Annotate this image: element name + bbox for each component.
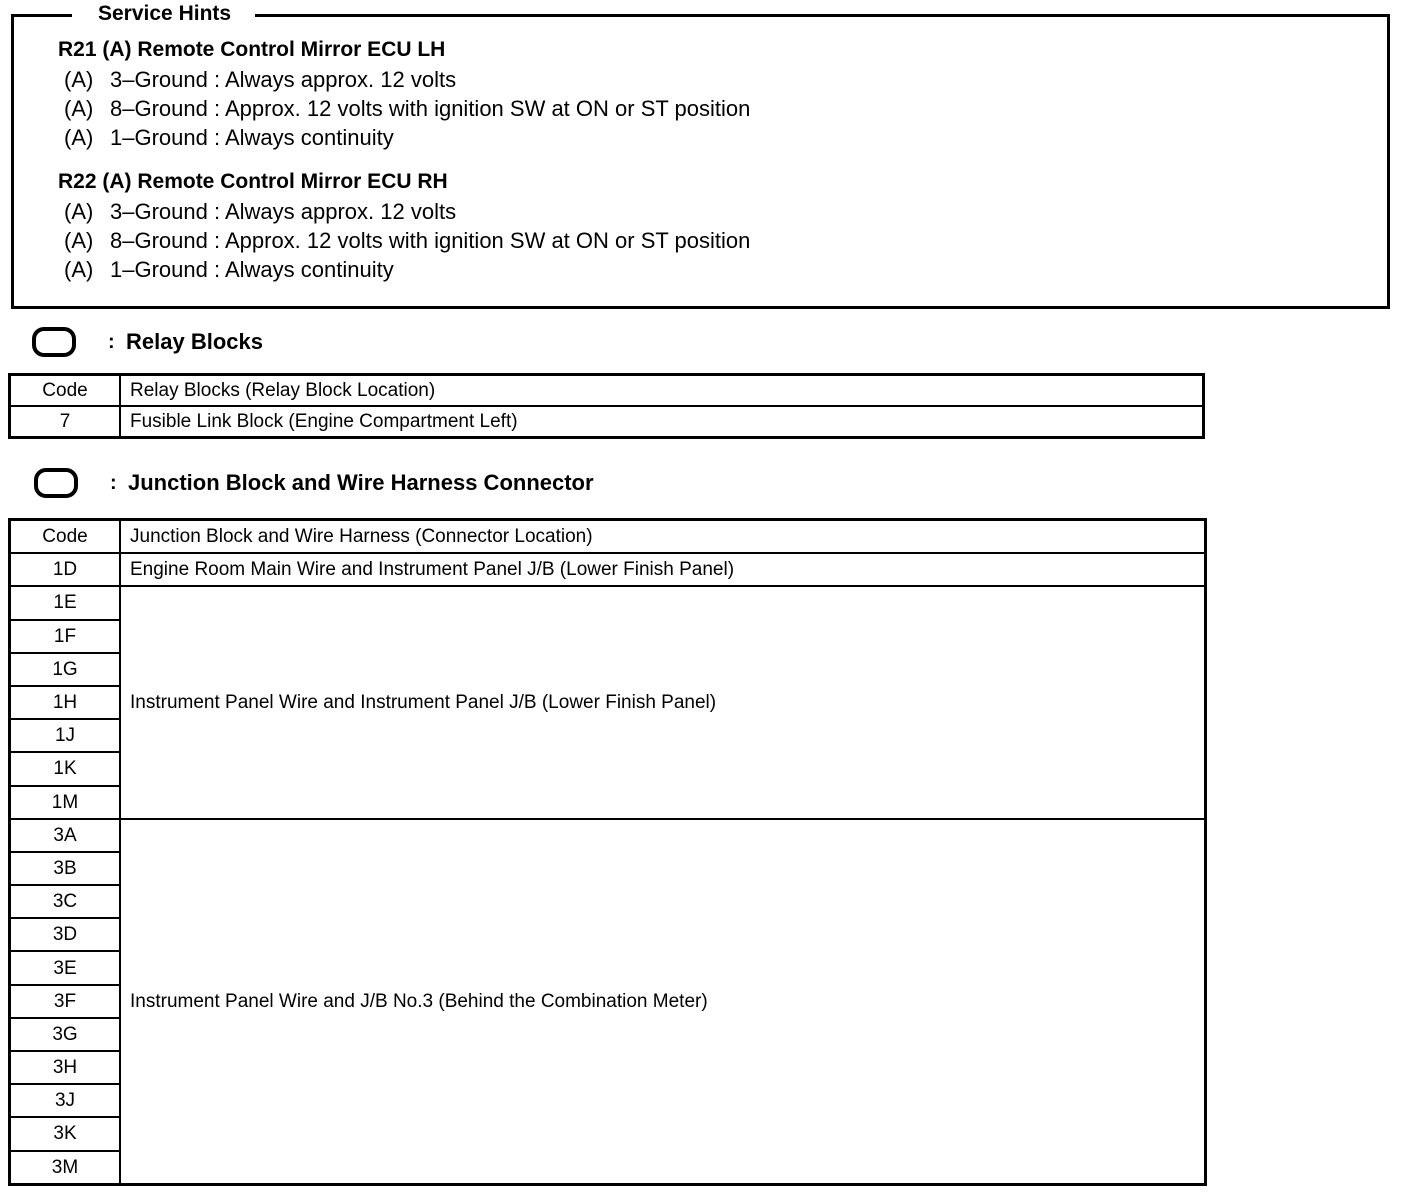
table-header-row	[10, 375, 1204, 407]
row-desc: Engine Room Main Wire and Instrument Panel J/B (Lower Finish Panel)	[120, 553, 1206, 586]
row-code: 3C	[10, 885, 121, 918]
row-code: 1M	[10, 786, 121, 819]
hint-prefix: (A)	[64, 125, 94, 150]
heading-colon: :	[108, 330, 115, 353]
row-code: 1J	[10, 719, 121, 752]
hint-text: 8–Ground : Approx. 12 volts with ignition SW at ON or ST position	[110, 228, 751, 253]
row-code: 1G	[10, 653, 121, 686]
row-code: 1D	[10, 553, 121, 586]
table-row	[10, 819, 1206, 852]
relay-block-symbol-icon	[32, 327, 76, 357]
row-code: 1K	[10, 752, 121, 785]
junction-block-title: Junction Block and Wire Harness Connector	[128, 470, 594, 495]
hint-text: 8–Ground : Approx. 12 volts with ignition SW at ON or ST position	[110, 96, 751, 121]
row-code: 3E	[10, 951, 121, 984]
hint-title-r21: R21 (A) Remote Control Mirror ECU LH	[58, 38, 446, 61]
relay-blocks-heading	[32, 327, 263, 357]
row-code: 3K	[10, 1117, 121, 1150]
hint-prefix: (A)	[64, 67, 94, 92]
table-row	[10, 553, 1206, 586]
hint-text: 1–Ground : Always continuity	[110, 125, 394, 150]
row-desc-merged: Instrument Panel Wire and J/B No.3 (Behind the Combination Meter)	[120, 819, 1206, 1185]
header-code: Code	[10, 375, 121, 407]
hint-prefix: (A)	[64, 228, 94, 253]
header-code: Code	[10, 520, 121, 554]
hint-text: 3–Ground : Always approx. 12 volts	[110, 199, 457, 224]
row-code: 3J	[10, 1084, 121, 1117]
row-code: 3A	[10, 819, 121, 852]
hint-line	[58, 65, 750, 94]
hint-line	[58, 255, 750, 284]
header-desc: Relay Blocks (Relay Block Location)	[120, 375, 1204, 407]
service-hints-box	[11, 14, 1390, 309]
relay-blocks-table	[8, 373, 1205, 439]
junction-block-symbol-icon	[34, 468, 78, 498]
service-hints-legend: Service Hints	[72, 0, 255, 28]
row-code: 3F	[10, 985, 121, 1018]
hint-group-r22	[58, 167, 750, 284]
hint-text: 3–Ground : Always approx. 12 volts	[110, 67, 457, 92]
row-code: 3B	[10, 852, 121, 885]
hint-text: 1–Ground : Always continuity	[110, 257, 394, 282]
hint-line	[58, 226, 750, 255]
table-row	[10, 586, 1206, 619]
hint-line	[58, 94, 750, 123]
junction-block-heading	[34, 468, 594, 498]
table-row	[10, 406, 1204, 438]
hint-group-r21	[58, 35, 750, 152]
heading-colon: :	[110, 471, 117, 494]
hint-prefix: (A)	[64, 96, 94, 121]
row-code: 7	[10, 406, 121, 438]
table-header-row	[10, 520, 1206, 554]
hint-prefix: (A)	[64, 199, 94, 224]
hint-line	[58, 197, 750, 226]
row-code: 3H	[10, 1051, 121, 1084]
row-desc-merged: Instrument Panel Wire and Instrument Panel J/B (Lower Finish Panel)	[120, 586, 1206, 818]
row-code: 1E	[10, 586, 121, 619]
hint-prefix: (A)	[64, 257, 94, 282]
row-code: 3M	[10, 1151, 121, 1185]
hint-title-r22: R22 (A) Remote Control Mirror ECU RH	[58, 170, 448, 193]
junction-block-table	[8, 518, 1207, 1186]
header-desc: Junction Block and Wire Harness (Connector Location)	[120, 520, 1206, 554]
relay-blocks-title: Relay Blocks	[126, 329, 263, 354]
row-desc: Fusible Link Block (Engine Compartment Left)	[120, 406, 1204, 438]
hint-line	[58, 123, 750, 152]
row-code: 1H	[10, 686, 121, 719]
row-code: 3G	[10, 1018, 121, 1051]
row-code: 3D	[10, 918, 121, 951]
row-code: 1F	[10, 620, 121, 653]
